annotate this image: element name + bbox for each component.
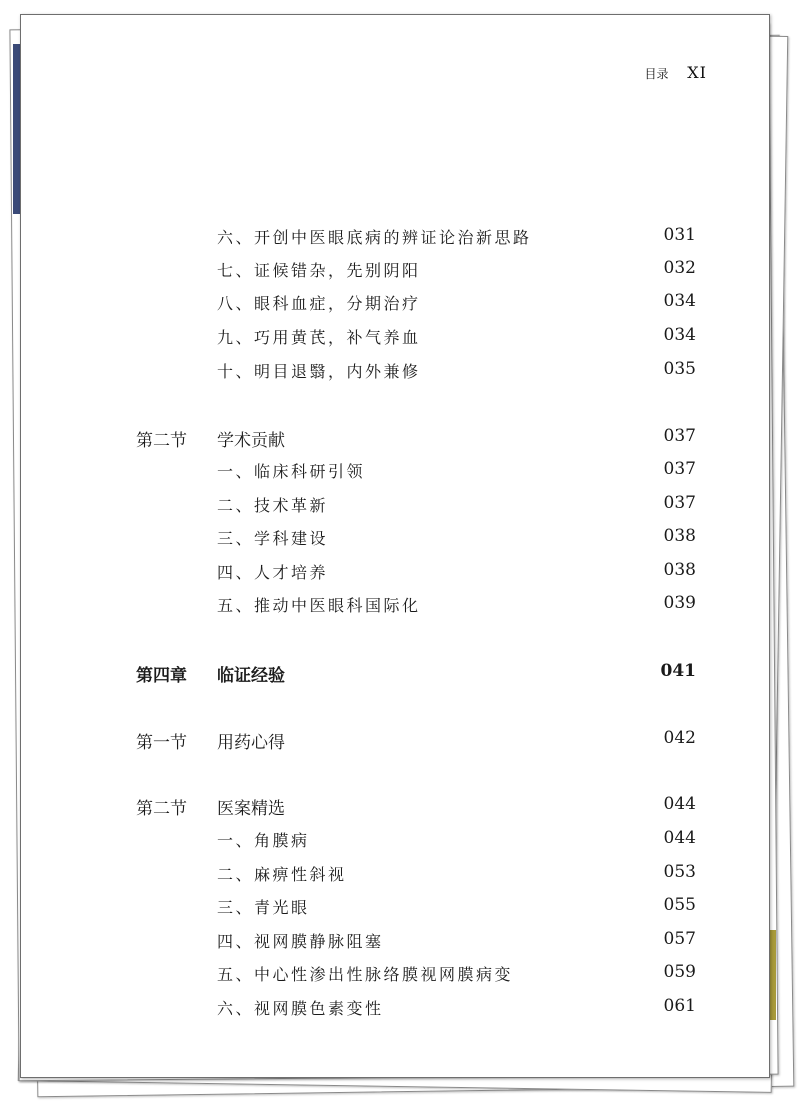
toc-entry bbox=[21, 962, 769, 990]
toc-entry bbox=[21, 526, 769, 554]
toc-entry-page: 038 bbox=[663, 526, 696, 546]
toc-section-title: 学术贡献 bbox=[217, 431, 285, 451]
toc-page bbox=[20, 14, 770, 1078]
toc-entry-title: 九、巧用黄芪，补气养血 bbox=[217, 328, 421, 347]
toc-chapter bbox=[21, 661, 769, 689]
toc-entry bbox=[21, 862, 769, 890]
running-head-section: 目录 bbox=[644, 67, 669, 81]
toc-section-title: 用药心得 bbox=[217, 733, 285, 753]
toc-entry-title: 四、人才培养 bbox=[217, 563, 329, 582]
toc-entry-page: 037 bbox=[663, 493, 696, 513]
toc-entry-page: 059 bbox=[663, 962, 696, 982]
toc-entry-title: 一、角膜病 bbox=[217, 831, 310, 850]
toc-entry-title: 二、麻痹性斜视 bbox=[217, 865, 347, 884]
toc-entry-page: 035 bbox=[663, 359, 696, 379]
toc-section-number: 第二节 bbox=[136, 431, 187, 451]
toc-section-number: 第一节 bbox=[136, 733, 187, 753]
toc-entry bbox=[21, 493, 769, 521]
toc-entry-title: 五、推动中医眼科国际化 bbox=[217, 596, 421, 615]
toc-section-page: 042 bbox=[663, 728, 696, 748]
toc-entry-title: 五、中心性渗出性脉络膜视网膜病变 bbox=[217, 965, 514, 984]
toc-entry-title: 六、开创中医眼底病的辨证论治新思路 bbox=[217, 228, 532, 247]
toc-entry-title: 十、明目退翳，内外兼修 bbox=[217, 362, 421, 381]
toc-entry-page: 055 bbox=[663, 895, 696, 915]
toc-entry-title: 八、眼科血症，分期治疗 bbox=[217, 294, 421, 313]
toc-entry-page: 034 bbox=[663, 325, 696, 345]
toc-entry-page: 038 bbox=[663, 560, 696, 580]
toc-entry-title: 六、视网膜色素变性 bbox=[217, 999, 384, 1018]
toc-section-title: 医案精选 bbox=[217, 799, 285, 819]
toc-section-page: 037 bbox=[663, 426, 696, 446]
toc-entry-title: 一、临床科研引领 bbox=[217, 462, 366, 481]
toc-entry bbox=[21, 225, 769, 253]
toc-section bbox=[21, 426, 769, 454]
toc-entry bbox=[21, 359, 769, 387]
toc-entry bbox=[21, 291, 769, 319]
toc-chapter-number: 第四章 bbox=[136, 666, 187, 686]
toc-entry-page: 037 bbox=[663, 459, 696, 479]
running-head bbox=[644, 63, 707, 82]
toc-entry bbox=[21, 325, 769, 353]
toc-section-number: 第二节 bbox=[136, 799, 187, 819]
toc-entry bbox=[21, 895, 769, 923]
toc-entry bbox=[21, 560, 769, 588]
toc-entry-page: 039 bbox=[663, 593, 696, 613]
running-head-page-number: XI bbox=[687, 63, 707, 82]
toc-entry bbox=[21, 929, 769, 957]
toc-entry-title: 四、视网膜静脉阻塞 bbox=[217, 932, 384, 951]
toc-entry bbox=[21, 593, 769, 621]
toc-entry-page: 057 bbox=[663, 929, 696, 949]
toc-entry-page: 032 bbox=[663, 258, 696, 278]
toc-entry-page: 031 bbox=[663, 225, 696, 245]
toc-section bbox=[21, 728, 769, 756]
toc-entry bbox=[21, 828, 769, 856]
toc-entry-title: 三、学科建设 bbox=[217, 529, 329, 548]
toc-entry-page: 034 bbox=[663, 291, 696, 311]
toc-entry bbox=[21, 258, 769, 286]
toc-entry bbox=[21, 996, 769, 1024]
toc-entry bbox=[21, 459, 769, 487]
cover-edge bbox=[13, 44, 20, 214]
toc-entry-page: 061 bbox=[663, 996, 696, 1016]
toc-section-page: 044 bbox=[663, 794, 696, 814]
toc-section bbox=[21, 794, 769, 822]
toc-entry-title: 二、技术革新 bbox=[217, 496, 329, 515]
toc-entry-title: 七、证候错杂，先别阴阳 bbox=[217, 261, 421, 280]
toc-entry-title: 三、青光眼 bbox=[217, 898, 310, 917]
toc-entry-page: 053 bbox=[663, 862, 696, 882]
toc-entry-page: 044 bbox=[663, 828, 696, 848]
toc-chapter-page: 041 bbox=[660, 661, 696, 681]
toc-chapter-title: 临证经验 bbox=[217, 666, 285, 686]
